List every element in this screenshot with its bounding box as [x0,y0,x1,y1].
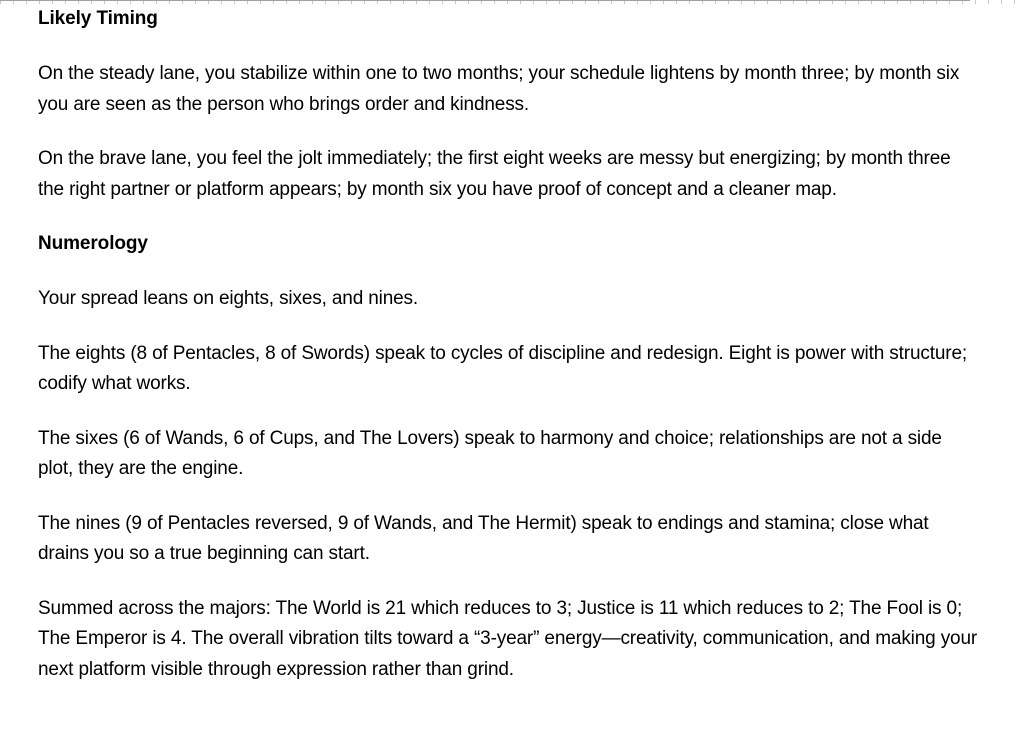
paragraph-sixes: The sixes (6 of Wands, 6 of Cups, and The Lovers) speak to harmony and choice; relationships are not a side plot, they are the engine. [38,427,942,479]
page-top-border [0,0,970,1]
heading-numerology: Numerology [38,233,148,254]
paragraph-eights: The eights (8 of Pentacles, 8 of Swords) speak to cycles of discipline and redesign. Eight is power with structure; codify what works. [38,342,967,394]
paragraph-steady-lane: On the steady lane, you stabilize within one to two months; your schedule lightens by month three; by month six you are seen as the person who brings order and kindness. [38,63,960,115]
heading-likely-timing: Likely Timing [38,8,158,29]
paragraph-spread: Your spread leans on eights, sixes, and nines. [38,288,419,309]
document-body [38,6,978,685]
paragraph-summed-majors: Summed across the majors: The World is 21 which reduces to 3; Justice is 11 which reduces to 2; The Fool is 0; The Emperor is 4. The overall vibration tilts toward a “3-year” energy—creativity, communication, and making your next platform visible through expression rather than grind. [38,597,978,680]
paragraph-nines: The nines (9 of Pentacles reversed, 9 of Wands, and The Hermit) speak to endings and stamina; close what drains you so a true beginning can start. [38,512,929,564]
paragraph-brave-lane: On the brave lane, you feel the jolt immediately; the first eight weeks are messy but energizing; by month three the right partner or platform appears; by month six you have proof of concept and a cleaner map. [38,148,951,200]
